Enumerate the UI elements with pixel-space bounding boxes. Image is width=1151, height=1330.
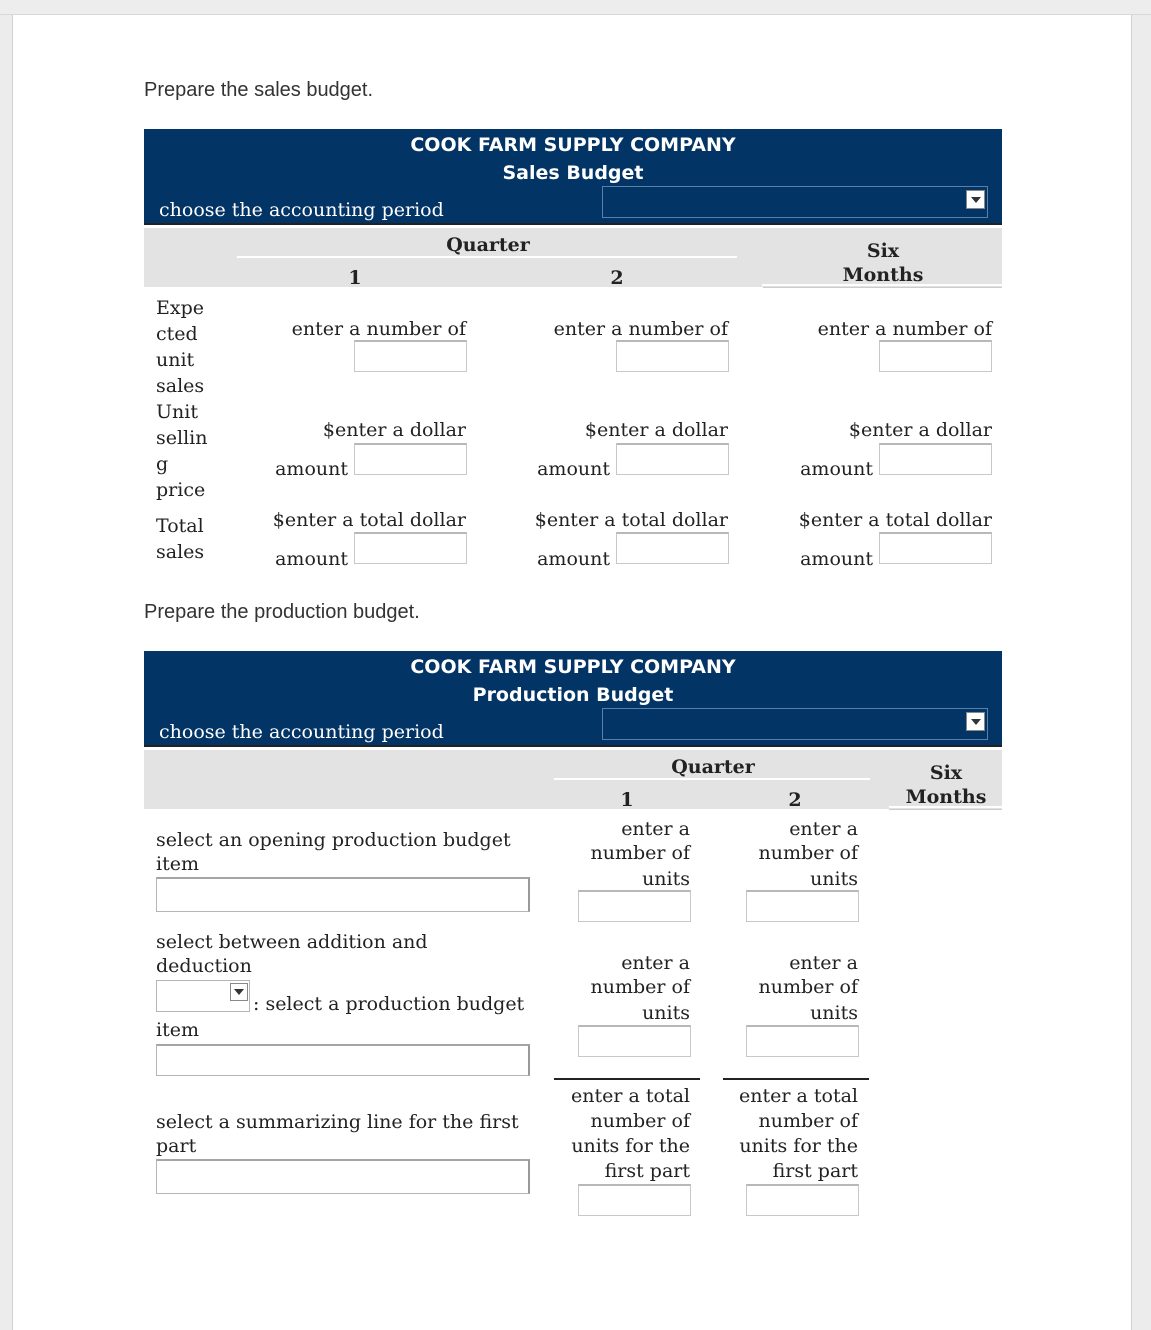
six-total-hint: $enter a total dollar xyxy=(798,509,992,531)
six-total-hint-2: amount xyxy=(800,548,873,570)
hint-line: units for the xyxy=(739,1135,858,1157)
opening-item-select[interactable] xyxy=(156,877,530,912)
sales-company-name: COOK FARM SUPPLY COMPANY xyxy=(410,134,736,156)
production-header-band xyxy=(144,750,1002,809)
hint-line: enter a xyxy=(789,818,858,840)
production-period-label: choose the accounting period xyxy=(159,721,444,743)
production-item-select[interactable] xyxy=(156,1044,530,1076)
hint-line: units for the xyxy=(571,1135,690,1157)
hint-line: number of xyxy=(758,842,858,864)
add-deduct-label-3: item xyxy=(156,1019,199,1041)
production-col-2: 2 xyxy=(788,789,802,811)
sales-prompt: Prepare the sales budget. xyxy=(144,79,374,101)
opening-item-label-2: item xyxy=(156,853,199,875)
label-line: sellin xyxy=(156,427,208,449)
q2-total-units-hint xyxy=(728,1084,858,1184)
hint-line: number of xyxy=(758,1110,858,1132)
q1-add-hint xyxy=(568,951,690,1025)
production-banner xyxy=(144,651,1002,745)
summary-line-label-2: part xyxy=(156,1135,197,1157)
q1-price-input[interactable] xyxy=(354,443,467,475)
production-prompt: Prepare the production budget. xyxy=(144,601,420,623)
hint-line: number of xyxy=(590,976,690,998)
hint-line: enter a total xyxy=(571,1085,690,1107)
row-label-expected-unit-sales xyxy=(156,295,204,399)
six-price-input[interactable] xyxy=(879,443,992,475)
add-deduct-after-text: : select a production budget xyxy=(253,993,525,1015)
q2-opening-hint xyxy=(736,817,858,891)
q1-price-hint-2: amount xyxy=(275,458,348,480)
six-units-hint: enter a number of xyxy=(817,318,992,340)
worksheet-page xyxy=(12,15,1132,1330)
q1-units-input[interactable] xyxy=(354,340,467,372)
row-label-unit-selling-price xyxy=(156,399,207,503)
label-line: sales xyxy=(156,375,205,397)
six-price-hint: $enter a dollar xyxy=(848,419,992,441)
label-line: cted xyxy=(156,323,198,345)
add-deduct-label-2: deduction xyxy=(156,955,252,977)
q2-price-hint: $enter a dollar xyxy=(584,419,728,441)
q2-total-hint-2: amount xyxy=(537,548,610,570)
sales-col-1: 1 xyxy=(348,267,362,289)
divider xyxy=(889,809,1002,810)
hint-line: number of xyxy=(758,976,858,998)
hint-line: enter a xyxy=(621,952,690,974)
summary-line-label: select a summarizing line for the first xyxy=(156,1111,519,1133)
summary-line-select[interactable] xyxy=(156,1159,530,1194)
sales-quarter-header: Quarter xyxy=(446,234,530,256)
production-six-line1: Six xyxy=(929,762,963,784)
divider xyxy=(144,223,1002,225)
sales-six-line1: Six xyxy=(866,240,900,262)
hint-line: number of xyxy=(590,1110,690,1132)
sales-six-line2: Months xyxy=(842,264,924,286)
q2-sum-rule xyxy=(723,1078,869,1080)
six-units-input[interactable] xyxy=(879,340,992,372)
divider xyxy=(144,745,1002,747)
label-line: Expe xyxy=(156,297,204,319)
q2-units-input[interactable] xyxy=(616,340,729,372)
q1-total-units-input[interactable] xyxy=(578,1184,691,1216)
divider xyxy=(763,287,1002,288)
label-line: sales xyxy=(156,541,205,563)
q1-opening-hint xyxy=(568,817,690,891)
dropdown-arrow-icon xyxy=(966,712,985,731)
q2-total-hint: $enter a total dollar xyxy=(534,509,728,531)
sales-col-2: 2 xyxy=(610,267,624,289)
row-label-total-sales xyxy=(156,513,204,565)
q2-add-hint xyxy=(736,951,858,1025)
sales-period-select[interactable] xyxy=(602,186,988,218)
hint-line: units xyxy=(810,1002,858,1024)
six-price-hint-2: amount xyxy=(800,458,873,480)
hint-line: enter a total xyxy=(739,1085,858,1107)
q2-total-units-input[interactable] xyxy=(746,1184,859,1216)
label-line: price xyxy=(156,479,206,501)
production-six-line2: Months xyxy=(905,786,987,808)
label-line: unit xyxy=(156,349,195,371)
hint-line: units xyxy=(642,1002,690,1024)
sales-banner xyxy=(144,129,1002,223)
q1-opening-input[interactable] xyxy=(578,890,691,922)
q2-total-input[interactable] xyxy=(616,532,729,564)
production-col-1: 1 xyxy=(620,789,634,811)
production-company-name: COOK FARM SUPPLY COMPANY xyxy=(410,656,736,678)
label-line: Unit xyxy=(156,401,198,423)
q1-total-input[interactable] xyxy=(354,532,467,564)
q1-price-hint: $enter a dollar xyxy=(322,419,466,441)
sales-budget-title: Sales Budget xyxy=(502,162,644,184)
browser-top-bar xyxy=(0,0,1151,15)
hint-line: first part xyxy=(772,1160,858,1182)
q1-units-hint: enter a number of xyxy=(291,318,466,340)
production-budget-title: Production Budget xyxy=(472,684,674,706)
label-line: g xyxy=(156,453,169,475)
label-line: Total xyxy=(156,515,204,537)
q1-sum-rule xyxy=(554,1078,700,1080)
q1-total-units-hint xyxy=(560,1084,690,1184)
opening-item-label: select an opening production budget xyxy=(156,829,511,851)
q2-price-hint-2: amount xyxy=(537,458,610,480)
dropdown-arrow-icon xyxy=(966,190,985,209)
hint-line: number of xyxy=(590,842,690,864)
q1-add-input[interactable] xyxy=(578,1025,691,1057)
hint-line: first part xyxy=(604,1160,690,1182)
hint-line: enter a xyxy=(621,818,690,840)
hint-line: units xyxy=(810,868,858,890)
add-deduct-select[interactable] xyxy=(156,980,250,1012)
six-total-input[interactable] xyxy=(879,532,992,564)
dropdown-arrow-icon xyxy=(230,983,248,1001)
hint-line: enter a xyxy=(789,952,858,974)
q1-total-hint: $enter a total dollar xyxy=(272,509,466,531)
add-deduct-label: select between addition and xyxy=(156,931,428,953)
production-period-select[interactable] xyxy=(602,708,988,740)
q2-opening-input[interactable] xyxy=(746,890,859,922)
production-quarter-header: Quarter xyxy=(671,756,755,778)
sales-period-label: choose the accounting period xyxy=(159,199,444,221)
q1-total-hint-2: amount xyxy=(275,548,348,570)
q2-units-hint: enter a number of xyxy=(553,318,728,340)
hint-line: units xyxy=(642,868,690,890)
q2-price-input[interactable] xyxy=(616,443,729,475)
q2-add-input[interactable] xyxy=(746,1025,859,1057)
